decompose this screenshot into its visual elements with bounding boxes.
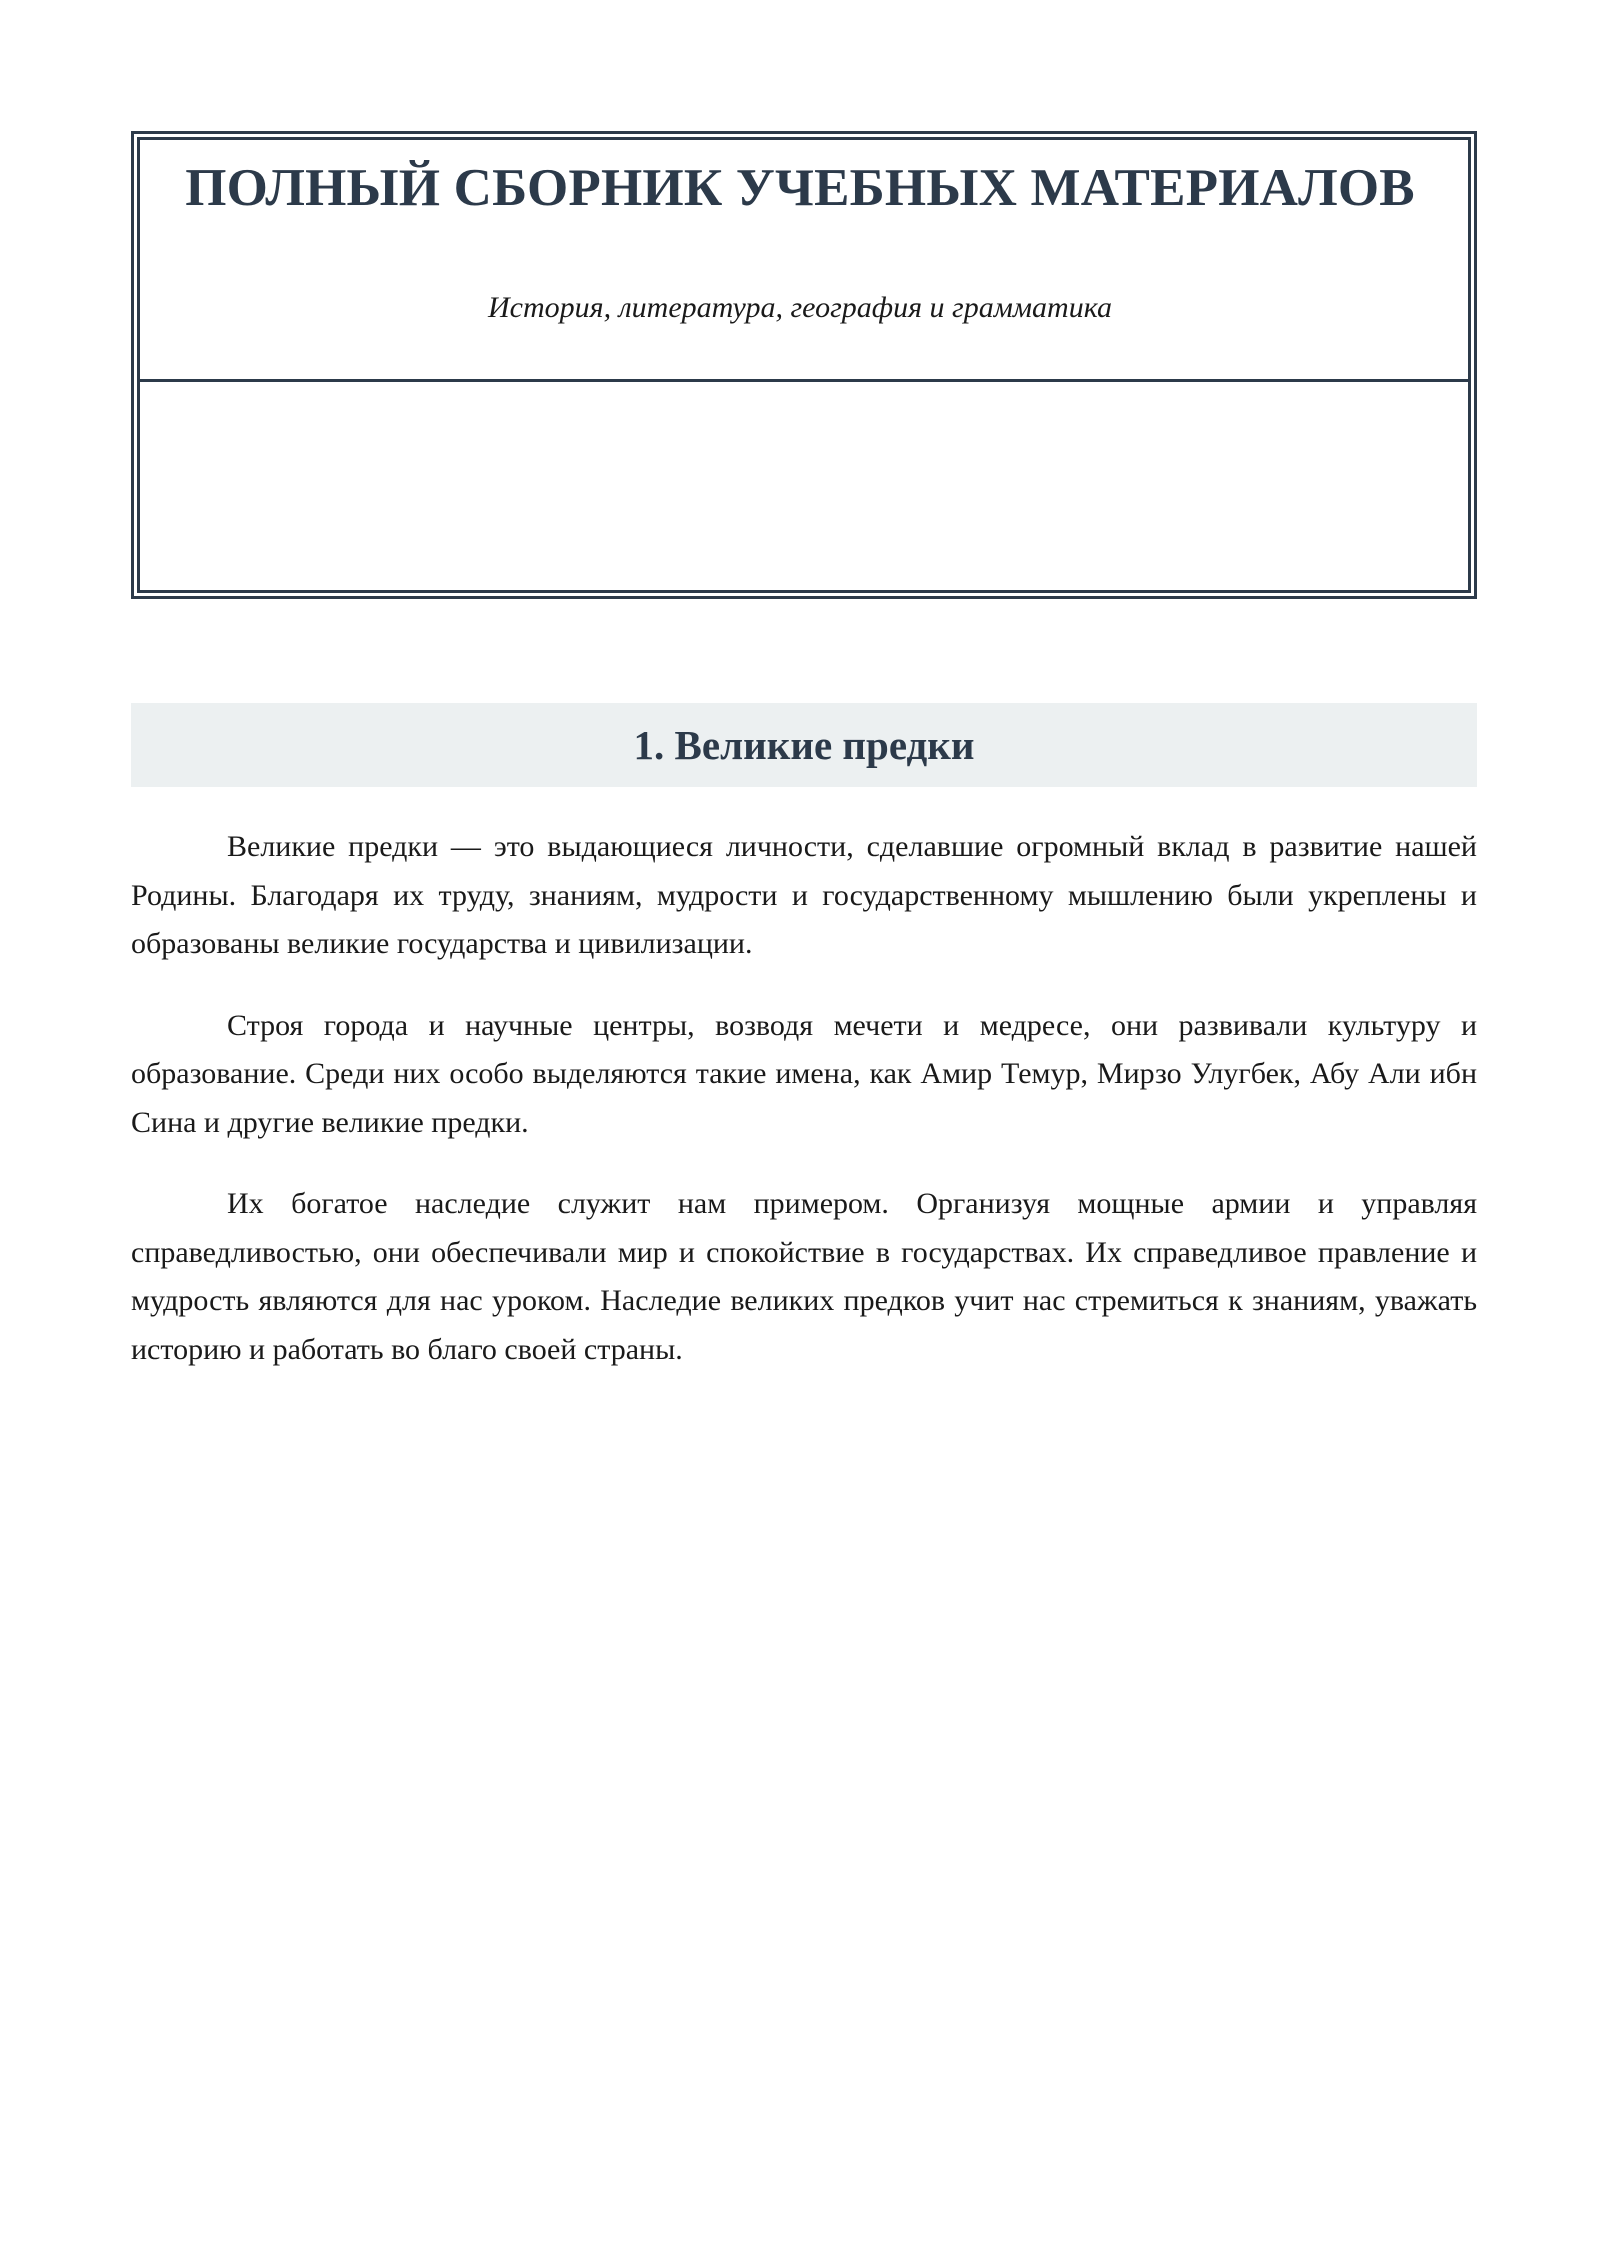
section-heading: 1. Великие предки (633, 722, 975, 768)
paragraph: Их богатое наследие служит нам примером. Организуя мощные армии и управляя справедливостью, они обеспечивали мир и спокойствие в государствах. Их справедливое правление и мудрость являются для нас уроком. Наследие великих предков учит нас стремиться к знаниям, уважать историю и работать во благо своей страны. (131, 1187, 1477, 1366)
section-banner (131, 703, 1477, 787)
document-title: ПОЛНЫЙ СБОРНИК УЧЕБНЫХ МАТЕРИАЛОВ (185, 159, 1415, 217)
paragraph: Строя города и научные центры, возводя мечети и медресе, они развивали культуру и образование. Среди них особо выделяются такие имена, как Амир Темур, Мирзо Улугбек, Абу Али ибн Сина и другие великие предки. (131, 1008, 1477, 1139)
section-body (131, 823, 1477, 1407)
paragraph: Великие предки — это выдающиеся личности, сделавшие огромный вклад в развитие нашей Родины. Благодаря их труду, знаниям, мудрости и государственному мышлению были укреплены и образованы великие государства и цивилизации. (131, 830, 1477, 960)
document-subtitle: История, литература, география и грамматика (487, 291, 1112, 324)
